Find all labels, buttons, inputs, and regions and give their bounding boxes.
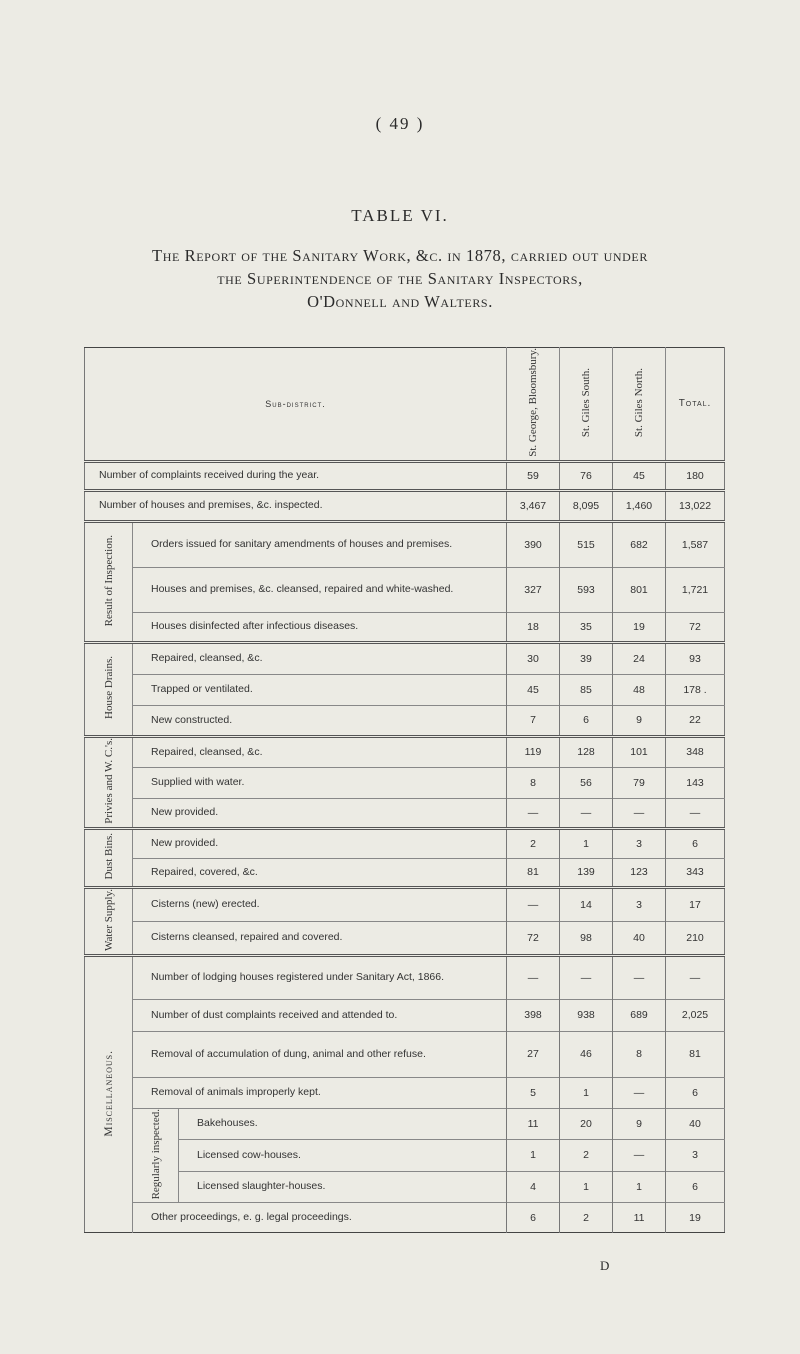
cell-st-george: 8 [507, 767, 560, 798]
table-row [85, 642, 725, 674]
cell-st-giles-north: 1,460 [613, 490, 666, 521]
cell-st-giles-south: 1 [560, 1077, 613, 1108]
cell-st-giles-north: — [613, 798, 666, 828]
cell-total: 6 [666, 1171, 725, 1202]
cell-st-giles-south: 2 [560, 1203, 613, 1233]
group-dust-bins: Dust Bins. [85, 828, 133, 887]
table-row [85, 1077, 725, 1108]
cell-st-giles-south: 1 [560, 1171, 613, 1202]
cell-st-giles-north: 48 [613, 674, 666, 705]
cell-st-george: 11 [507, 1108, 560, 1139]
cell-st-giles-north: — [613, 955, 666, 999]
cell-st-giles-south: 8,095 [560, 490, 613, 521]
table-row [85, 705, 725, 736]
cell-total: 3 [666, 1140, 725, 1171]
cell-total: — [666, 955, 725, 999]
cell-st-giles-south: 39 [560, 642, 613, 674]
table-row [85, 490, 725, 521]
table-row [85, 858, 725, 887]
cell-st-giles-north: 101 [613, 736, 666, 767]
cell-st-george: 398 [507, 999, 560, 1031]
cell-st-giles-south: 128 [560, 736, 613, 767]
cell-st-giles-north: 682 [613, 521, 666, 567]
row-label: New provided. [133, 828, 507, 858]
table-row [85, 736, 725, 767]
cell-st-giles-north: 9 [613, 1108, 666, 1139]
cell-st-george: 1 [507, 1140, 560, 1171]
cell-st-giles-south: — [560, 798, 613, 828]
cell-st-giles-north: 45 [613, 461, 666, 490]
table-row [85, 999, 725, 1031]
table-row [85, 461, 725, 490]
cell-total: 1,721 [666, 567, 725, 612]
group-house-drains: House Drains. [85, 642, 133, 736]
row-label: Repaired, cleansed, &c. [133, 642, 507, 674]
table-row [85, 887, 725, 921]
cell-st-giles-south: 139 [560, 858, 613, 887]
cell-st-george: 3,467 [507, 490, 560, 521]
table-row [85, 1108, 725, 1139]
cell-total: 81 [666, 1031, 725, 1077]
cell-total: 178 . [666, 674, 725, 705]
table-row [85, 1203, 725, 1233]
cell-total: 180 [666, 461, 725, 490]
cell-st-giles-north: 689 [613, 999, 666, 1031]
row-label: Number of houses and premises, &c. inspected. [85, 490, 507, 521]
table-row [85, 798, 725, 828]
cell-st-giles-north: 8 [613, 1031, 666, 1077]
cell-st-giles-south: 76 [560, 461, 613, 490]
cell-st-george: 2 [507, 828, 560, 858]
table-row [85, 1171, 725, 1202]
table-row [85, 955, 725, 999]
cell-st-george: — [507, 955, 560, 999]
cell-st-giles-north: 40 [613, 921, 666, 955]
cell-total: 13,022 [666, 490, 725, 521]
cell-st-giles-north: 11 [613, 1203, 666, 1233]
report-title-line-3: O'Donnell and Walters. [307, 292, 493, 311]
cell-st-george: 30 [507, 642, 560, 674]
table-row [85, 567, 725, 612]
cell-st-george: 5 [507, 1077, 560, 1108]
cell-st-giles-south: 593 [560, 567, 613, 612]
table-row [85, 828, 725, 858]
cell-st-george: 7 [507, 705, 560, 736]
cell-st-giles-south: 56 [560, 767, 613, 798]
cell-st-giles-south: 14 [560, 887, 613, 921]
header-sub-district: Sub-district. [265, 398, 326, 409]
cell-total: — [666, 798, 725, 828]
table-row [85, 1140, 725, 1171]
cell-total: 143 [666, 767, 725, 798]
cell-total: 72 [666, 612, 725, 642]
row-label: Repaired, cleansed, &c. [133, 736, 507, 767]
cell-st-george: 119 [507, 736, 560, 767]
cell-st-giles-north: 123 [613, 858, 666, 887]
cell-st-giles-north: — [613, 1140, 666, 1171]
signature-mark: D [600, 1258, 610, 1273]
cell-st-giles-north: — [613, 1077, 666, 1108]
table-row [85, 521, 725, 567]
row-label: Trapped or ventilated. [133, 674, 507, 705]
group-miscellaneous: Miscellaneous. [85, 955, 133, 1232]
report-title-line-1: The Report of the Sanitary Work, &c. in 1878, carried out under [152, 246, 648, 265]
cell-total: 210 [666, 921, 725, 955]
row-label: Number of lodging houses registered under Sanitary Act, 1866. [133, 955, 507, 999]
cell-st-giles-south: 2 [560, 1140, 613, 1171]
cell-total: 22 [666, 705, 725, 736]
group-privies-and-wcs: Privies and W. C.'s. [85, 736, 133, 828]
row-label: New provided. [133, 798, 507, 828]
header-row [85, 348, 725, 462]
cell-st-george: 327 [507, 567, 560, 612]
cell-total: 2,025 [666, 999, 725, 1031]
cell-total: 40 [666, 1108, 725, 1139]
cell-st-giles-south: 85 [560, 674, 613, 705]
cell-st-giles-south: — [560, 955, 613, 999]
cell-total: 17 [666, 887, 725, 921]
row-label: Cisterns (new) erected. [133, 887, 507, 921]
cell-st-giles-north: 3 [613, 828, 666, 858]
table-row [85, 1031, 725, 1077]
cell-st-giles-north: 3 [613, 887, 666, 921]
row-label: Cisterns cleansed, repaired and covered. [133, 921, 507, 955]
row-label: Houses disinfected after infectious diseases. [133, 612, 507, 642]
row-label: Orders issued for sanitary amendments of houses and premises. [133, 521, 507, 567]
header-st-george-bloomsbury: St. George, Bloomsbury. [507, 348, 560, 462]
cell-st-giles-north: 9 [613, 705, 666, 736]
cell-st-giles-south: 938 [560, 999, 613, 1031]
table-row [85, 674, 725, 705]
table-row [85, 767, 725, 798]
cell-st-giles-north: 24 [613, 642, 666, 674]
cell-total: 6 [666, 828, 725, 858]
table-label: TABLE VI. [351, 206, 449, 225]
cell-total: 343 [666, 858, 725, 887]
cell-st-george: — [507, 798, 560, 828]
cell-st-george: 18 [507, 612, 560, 642]
table-row [85, 921, 725, 955]
cell-total: 1,587 [666, 521, 725, 567]
row-label: Houses and premises, &c. cleansed, repaired and white-washed. [133, 567, 507, 612]
header-st-giles-south: St. Giles South. [560, 348, 613, 462]
cell-total: 348 [666, 736, 725, 767]
row-label: Licensed slaughter-houses. [179, 1171, 507, 1202]
cell-st-giles-south: 6 [560, 705, 613, 736]
group-water-supply: Water Supply. [85, 887, 133, 955]
cell-st-george: 59 [507, 461, 560, 490]
cell-st-giles-south: 98 [560, 921, 613, 955]
cell-st-george: 6 [507, 1203, 560, 1233]
report-title [40, 244, 760, 313]
table-row [85, 612, 725, 642]
group-result-of-inspection: Result of Inspection. [85, 521, 133, 642]
cell-st-giles-north: 1 [613, 1171, 666, 1202]
row-label: Number of dust complaints received and attended to. [133, 999, 507, 1031]
cell-st-giles-south: 35 [560, 612, 613, 642]
row-label: Other proceedings, e. g. legal proceedings. [133, 1203, 507, 1233]
row-label: Bakehouses. [179, 1108, 507, 1139]
cell-st-george: 81 [507, 858, 560, 887]
cell-st-george: 45 [507, 674, 560, 705]
report-title-line-2: the Superintendence of the Sanitary Inspectors, [217, 269, 583, 288]
cell-st-giles-south: 1 [560, 828, 613, 858]
cell-st-george: 4 [507, 1171, 560, 1202]
cell-st-giles-south: 515 [560, 521, 613, 567]
sanitary-work-table [84, 347, 725, 1233]
header-st-giles-north: St. Giles North. [613, 348, 666, 462]
cell-st-giles-north: 19 [613, 612, 666, 642]
cell-st-george: 390 [507, 521, 560, 567]
cell-total: 93 [666, 642, 725, 674]
row-label: Removal of accumulation of dung, animal and other refuse. [133, 1031, 507, 1077]
page-number: ( 49 ) [375, 114, 425, 133]
cell-st-george: 27 [507, 1031, 560, 1077]
row-label: Licensed cow-houses. [179, 1140, 507, 1171]
header-total: Total. [666, 348, 725, 462]
row-label: New constructed. [133, 705, 507, 736]
cell-st-george: — [507, 887, 560, 921]
cell-st-giles-north: 79 [613, 767, 666, 798]
row-label: Number of complaints received during the year. [85, 461, 507, 490]
row-label: Repaired, covered, &c. [133, 858, 507, 887]
cell-st-george: 72 [507, 921, 560, 955]
row-label: Supplied with water. [133, 767, 507, 798]
group-regularly-inspected: Regularly inspected. [133, 1108, 179, 1202]
cell-st-giles-south: 46 [560, 1031, 613, 1077]
cell-total: 6 [666, 1077, 725, 1108]
cell-st-giles-south: 20 [560, 1108, 613, 1139]
cell-total: 19 [666, 1203, 725, 1233]
cell-st-giles-north: 801 [613, 567, 666, 612]
row-label: Removal of animals improperly kept. [133, 1077, 507, 1108]
